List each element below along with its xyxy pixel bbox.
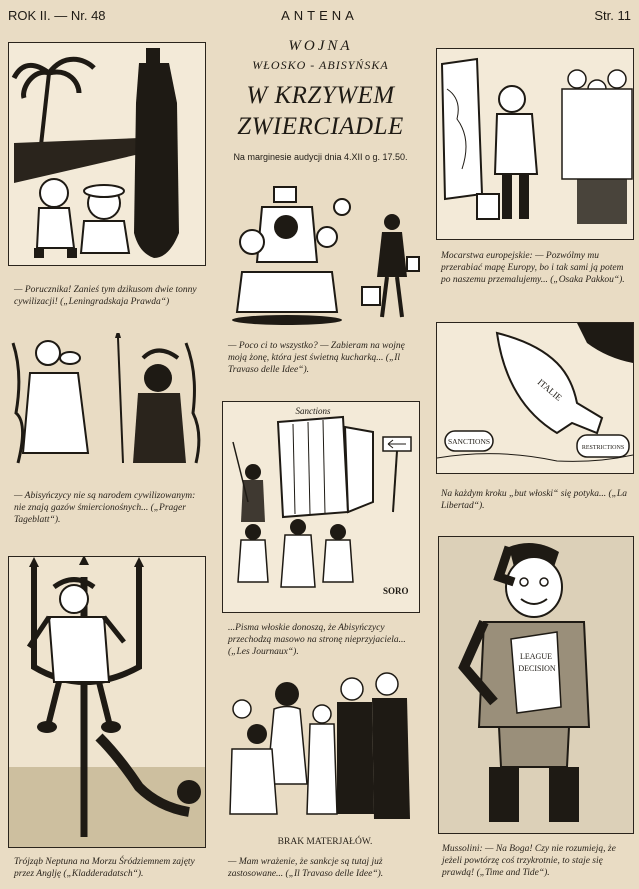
article-title-block: [218, 38, 423, 162]
cartoon-gas-illustration: [8, 333, 204, 471]
caption-sanctions-door: ...Pisma włoskie donoszą, że Abisyńczycy przechodzą masowo na stronę nieprzyjaciela... („Les Journaux“).: [228, 623, 406, 657]
paper-line-1: LEAGUE: [520, 652, 552, 661]
title-line-3: W KRZYWEM: [246, 82, 395, 109]
broadcast-note: Na marginesie audycji dnia 4.XII o g. 17.50.: [233, 152, 408, 162]
title-line-1: WOJNA: [288, 38, 353, 54]
italie-label: ITALIE: [535, 376, 564, 403]
caption-league-decision: Mussolini: — Na Boga! Czy nie rozumieją, że jeżeli powtórzę coś trzykrotnie, to staje się prawdą! („Time and Tide“).: [442, 844, 616, 878]
crowd-title: BRAK MATERJAŁÓW.: [277, 837, 373, 847]
caption-europe-map: Mocarstwa europejskie: — Pozwólmy mu przerabiać mapę Europy, bo i tak sami ją potem po naszemu przemalujemy... („Osaka Pakkou“).: [441, 251, 625, 285]
cartoon-crowd-illustration: [222, 664, 428, 824]
restrictions-rock-label: RESTRICTIONS: [581, 445, 625, 451]
title-line-2: WŁOSKO - ABISYŃSKA: [252, 58, 389, 72]
cartoon-europe-map: [436, 48, 634, 240]
caption-gas: — Abisyńczycy nie są narodem cywilizowanym: nie znają gazów śmiercionośnych... („Prager Tageblatt“).: [14, 491, 196, 525]
artist-signature: SORO: [383, 586, 409, 596]
cartoon-italian-boot: [436, 322, 634, 474]
issue-number: ROK II. — Nr. 48: [8, 8, 106, 23]
caption-bomb: — Porucznika! Zanieś tym dzikusom dwie tonny cywilizacji! („Leningradskaja Prawda“): [14, 285, 197, 307]
cartoon-neptune-trident: [8, 556, 206, 848]
cartoon-bomb-illustration: [9, 43, 205, 265]
caption-crowd: — Mam wrażenie, że sankcje są tutaj już zastosowane... („Il Travaso delle Idee“).: [228, 857, 384, 879]
magazine-title: ANTENA: [281, 8, 358, 23]
paper-line-2: DECISION: [518, 664, 556, 673]
cartoon-italian-boot-illustration: [437, 323, 633, 473]
cartoon-cook-wife: [222, 182, 422, 326]
cartoon-gas: [8, 333, 204, 471]
sanctions-rock-label: SANCTIONS: [447, 437, 491, 446]
cartoon-bomb: [8, 42, 206, 266]
caption-neptune-trident: Trójząb Neptuna na Morzu Śródziemnem zajęty przez Anglję („Kladderadatsch“).: [14, 857, 195, 879]
sanctions-sign-text: Sanctions: [295, 406, 331, 416]
caption-italian-boot: Na każdym kroku „but włoski“ się potyka... („La Libertad“).: [441, 489, 627, 511]
cartoon-sanctions-door: [222, 401, 420, 613]
page-header: [0, 0, 639, 30]
cartoon-league-decision-illustration: [439, 537, 633, 833]
cartoon-league-decision: [438, 536, 634, 834]
title-line-4: ZWIERCIADLE: [237, 113, 404, 140]
cartoon-crowd: [222, 664, 428, 824]
page-number: Str. 11: [594, 8, 631, 23]
cartoon-neptune-trident-illustration: [9, 557, 205, 847]
cartoon-cook-wife-illustration: [222, 182, 422, 326]
cartoon-sanctions-door-illustration: [223, 402, 419, 612]
cartoon-europe-map-illustration: [437, 49, 633, 239]
caption-cook-wife: — Poco ci to wszystko? — Zabieram na wojnę moją żonę, która jest świetną kucharką... („Il Travaso delle Idee“).: [228, 341, 405, 375]
